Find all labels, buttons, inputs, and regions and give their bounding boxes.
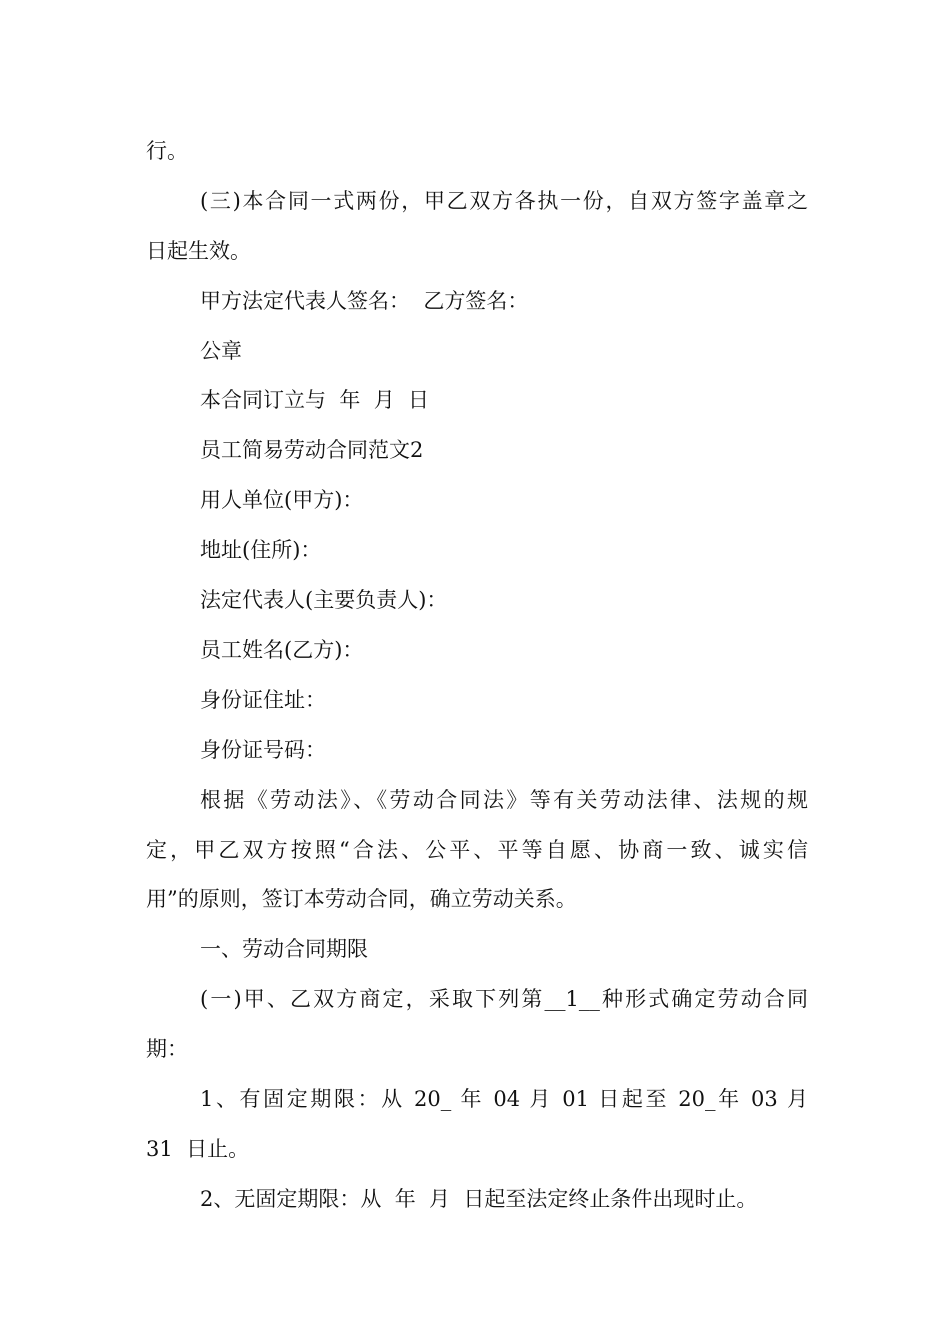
fixed-term-line-1: 1、有固定期限：从 20_ 年 04 月 01 日起至 20_年 03 月 [200, 1087, 808, 1111]
fixed-term-line-2: 31 日止。 [146, 1137, 250, 1161]
employer-field: 用人单位(甲方)： [200, 488, 364, 512]
section-title: 员工简易劳动合同范文2 [200, 438, 424, 462]
preamble-line-2: 定，甲乙双方按照“合法、公平、平等自愿、协商一致、诚实信 [146, 838, 808, 862]
address-field: 地址(住所)： [200, 538, 322, 562]
text-line-clause-3-end: 日起生效。 [146, 239, 251, 263]
id-address-field: 身份证住址： [200, 688, 326, 712]
id-number-field: 身份证号码： [200, 738, 326, 762]
signature-line: 甲方法定代表人签名： 乙方签名： [200, 289, 529, 313]
chapter-heading: 一、劳动合同期限 [200, 937, 368, 961]
open-term-line: 2、无固定期限：从 年 月 日起至法定终止条件出现时止。 [200, 1187, 758, 1211]
preamble-line-1: 根据《劳动法》、《劳动合同法》等有关劳动法律、法规的规 [200, 788, 808, 812]
preamble-line-3: 用”的原则，签订本劳动合同，确立劳动关系。 [146, 887, 577, 911]
signing-date-line: 本合同订立与 年 月 日 [200, 388, 430, 412]
term-clause-line-2: 期： [146, 1037, 188, 1061]
text-line-continuation: 行。 [146, 139, 188, 163]
employee-name-field: 员工姓名(乙方)： [200, 638, 364, 662]
term-clause-line-1: (一)甲、乙双方商定，采取下列第__1__种形式确定劳动合同 [200, 987, 808, 1011]
legal-representative-field: 法定代表人(主要负责人)： [200, 588, 448, 612]
text-line-clause-3: (三)本合同一式两份，甲乙双方各执一份，自双方签字盖章之 [200, 189, 808, 213]
seal-line: 公章 [200, 339, 242, 363]
